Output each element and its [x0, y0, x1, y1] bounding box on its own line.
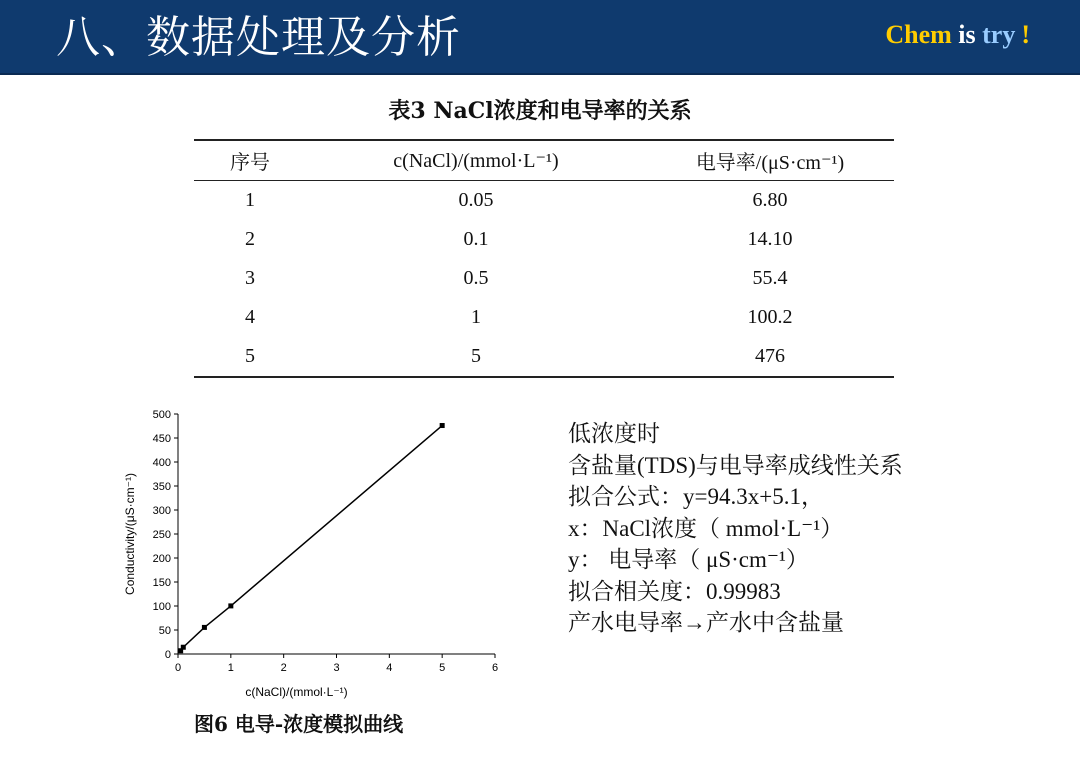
analysis-notes: [568, 418, 903, 639]
data-point: [202, 625, 207, 630]
note-line: 拟合公式：y=94.3x+5.1，: [568, 484, 824, 509]
y-tick-label: 400: [152, 457, 171, 469]
x-tick-label: 0: [174, 662, 182, 674]
note-line: 产水电导率→产水中含盐量: [568, 610, 844, 635]
table-cell: 0.05: [458, 189, 494, 211]
brand-tagline: [885, 20, 1030, 50]
note-line: 拟合相关度：0.99983: [568, 578, 781, 604]
data-point: [181, 645, 186, 650]
table-cell: 55.4: [752, 267, 788, 289]
table-cell: 2: [245, 228, 255, 250]
brand-word-try: try: [982, 20, 1016, 49]
table-row: [194, 181, 894, 221]
slide-header: [0, 0, 1080, 75]
y-tick-label: 200: [152, 553, 171, 565]
y-tick-label: 100: [152, 601, 171, 613]
x-tick-label: 4: [386, 662, 393, 674]
col-header-concentration: c(NaCl)/(mmol·L⁻¹): [306, 140, 646, 181]
col-header-conductivity: 电导率/(μS·cm⁻¹): [646, 140, 894, 181]
note-line: y： 电导率（ μS·cm⁻¹）: [568, 547, 809, 572]
table-row: [194, 298, 894, 337]
x-tick-label: 2: [280, 662, 287, 674]
note-line: 低浓度时: [568, 421, 660, 446]
y-tick-label: 500: [152, 409, 171, 421]
slide-title: 八、数据处理及分析: [56, 12, 461, 63]
table-cell: 0.5: [463, 267, 489, 289]
table-cell: 14.10: [747, 228, 793, 250]
table-row: [194, 220, 894, 259]
table-cell: 6.80: [752, 189, 788, 211]
note-line: 含盐量(TDS)与电导率成线性关系: [568, 452, 903, 478]
y-tick-label: 450: [152, 433, 171, 445]
table-cell: 0.1: [463, 228, 489, 250]
y-tick-label: 50: [158, 625, 171, 637]
y-tick-label: 0: [164, 649, 171, 661]
table-cell: 1: [245, 189, 255, 211]
table-cell: 3: [245, 267, 255, 289]
y-tick-label: 150: [152, 577, 171, 589]
y-tick-label: 350: [152, 481, 171, 493]
y-tick-label: 250: [152, 529, 171, 541]
table-header-row: [194, 140, 894, 181]
table-row: [194, 337, 894, 377]
col-header-index: 序号: [194, 140, 306, 181]
brand-exclamation: !: [1021, 20, 1030, 49]
data-point: [440, 423, 445, 428]
table-cell: 4: [245, 306, 255, 328]
table-caption: 表3 NaCl浓度和电导率的关系: [388, 98, 692, 124]
table-cell: 100.2: [747, 306, 793, 328]
note-line: x：NaCl浓度（ mmol·L⁻¹）: [568, 515, 844, 541]
y-tick-label: 300: [152, 505, 171, 517]
brand-word-chem: Chem: [885, 20, 952, 49]
chart-svg: [118, 404, 518, 704]
x-axis-label: c(NaCl)/(mmol·L⁻¹): [245, 685, 348, 699]
series-line: [181, 426, 443, 651]
table-cell: 476: [646, 337, 894, 377]
y-axis-label: Conductivity/(μS·cm⁻¹): [123, 473, 137, 595]
table-cell: 5: [306, 337, 646, 377]
figure-caption: 图6 电导-浓度模拟曲线: [194, 712, 404, 736]
x-tick-label: 5: [439, 662, 446, 674]
x-tick-label: 6: [491, 662, 499, 674]
data-table: [194, 139, 894, 378]
x-tick-label: 1: [227, 662, 234, 674]
table-cell: 1: [471, 306, 481, 328]
table-row: [194, 259, 894, 298]
x-tick-label: 3: [333, 662, 340, 674]
conductivity-chart: [118, 404, 518, 704]
data-point: [228, 603, 233, 608]
table-cell: 5: [194, 337, 306, 377]
brand-word-is: is: [958, 20, 976, 49]
